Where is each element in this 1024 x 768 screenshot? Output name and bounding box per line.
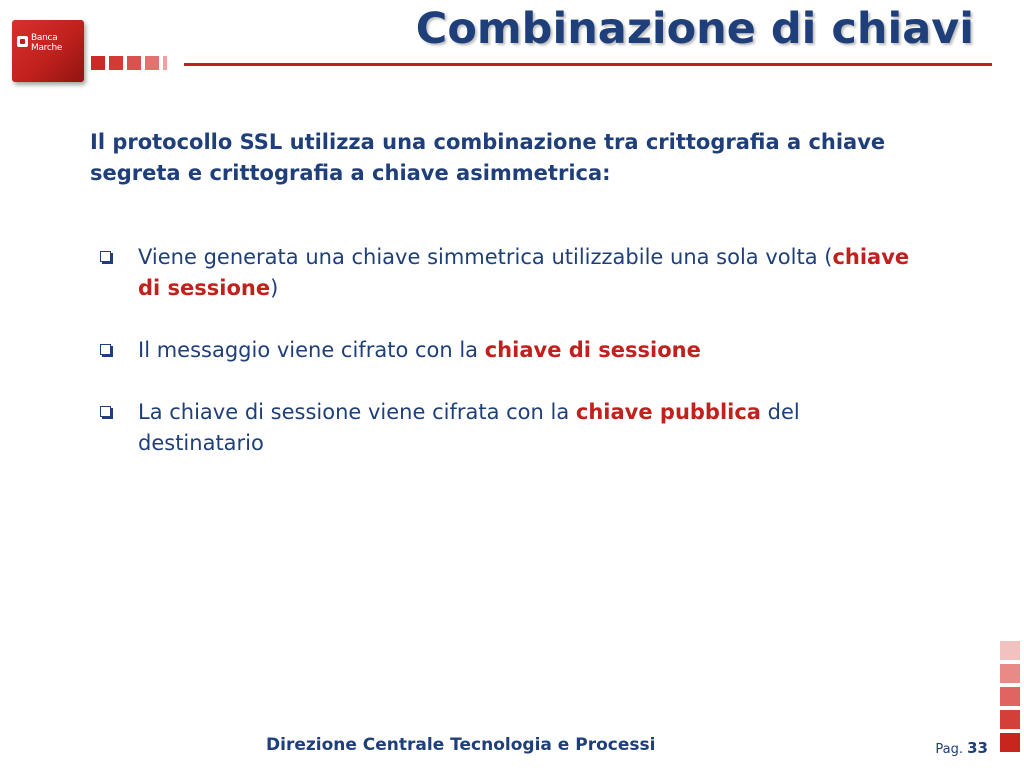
page-number: 33 xyxy=(967,739,988,757)
header-decor-squares xyxy=(91,56,167,70)
bullet-text-after: ) xyxy=(270,276,279,300)
decor-square xyxy=(163,56,167,70)
bullet-item xyxy=(100,242,920,304)
bullet-text-after: del destinatario xyxy=(138,400,800,455)
slide-title: Combinazione di chiavi xyxy=(415,4,974,54)
page-indicator xyxy=(935,739,988,757)
logo-text-line1: Banca xyxy=(31,33,58,43)
bullet-highlight: chiave pubblica xyxy=(575,400,761,424)
logo-text xyxy=(31,33,83,53)
checkbox-bullet-icon xyxy=(100,251,111,262)
page-label: Pag. xyxy=(935,742,963,757)
decor-square xyxy=(1000,710,1020,729)
bullet-highlight: chiave di sessione xyxy=(138,245,910,300)
intro-paragraph: Il protocollo SSL utilizza una combinazione tra crittografia a chiave segreta e crittografia a chiave asimmetrica: xyxy=(90,130,886,185)
decor-square xyxy=(1000,733,1020,752)
decor-square xyxy=(1000,664,1020,683)
decor-square xyxy=(1000,687,1020,706)
footer-department: Direzione Centrale Tecnologia e Processi xyxy=(266,735,656,755)
bullet-text: Il messaggio viene cifrato con la xyxy=(138,338,485,362)
bank-logo xyxy=(12,20,84,82)
bullet-item xyxy=(100,397,920,459)
decor-square xyxy=(91,56,105,70)
decor-square xyxy=(1000,641,1020,660)
bullet-text: La chiave di sessione viene cifrata con la xyxy=(138,400,576,424)
logo-mark-icon xyxy=(17,36,28,47)
checkbox-bullet-icon xyxy=(100,344,111,355)
decor-square xyxy=(127,56,141,70)
decor-square xyxy=(109,56,123,70)
decor-square xyxy=(145,56,159,70)
bullet-highlight: chiave di sessione xyxy=(484,338,701,362)
header-divider xyxy=(184,63,992,66)
bullet-text: Viene generata una chiave simmetrica utilizzabile una sola volta ( xyxy=(138,245,833,269)
bullet-list xyxy=(100,242,920,459)
bullet-item xyxy=(100,335,920,366)
checkbox-bullet-icon xyxy=(100,406,111,417)
side-decor-squares xyxy=(1000,641,1020,752)
logo-text-line2: Marche xyxy=(31,43,63,53)
